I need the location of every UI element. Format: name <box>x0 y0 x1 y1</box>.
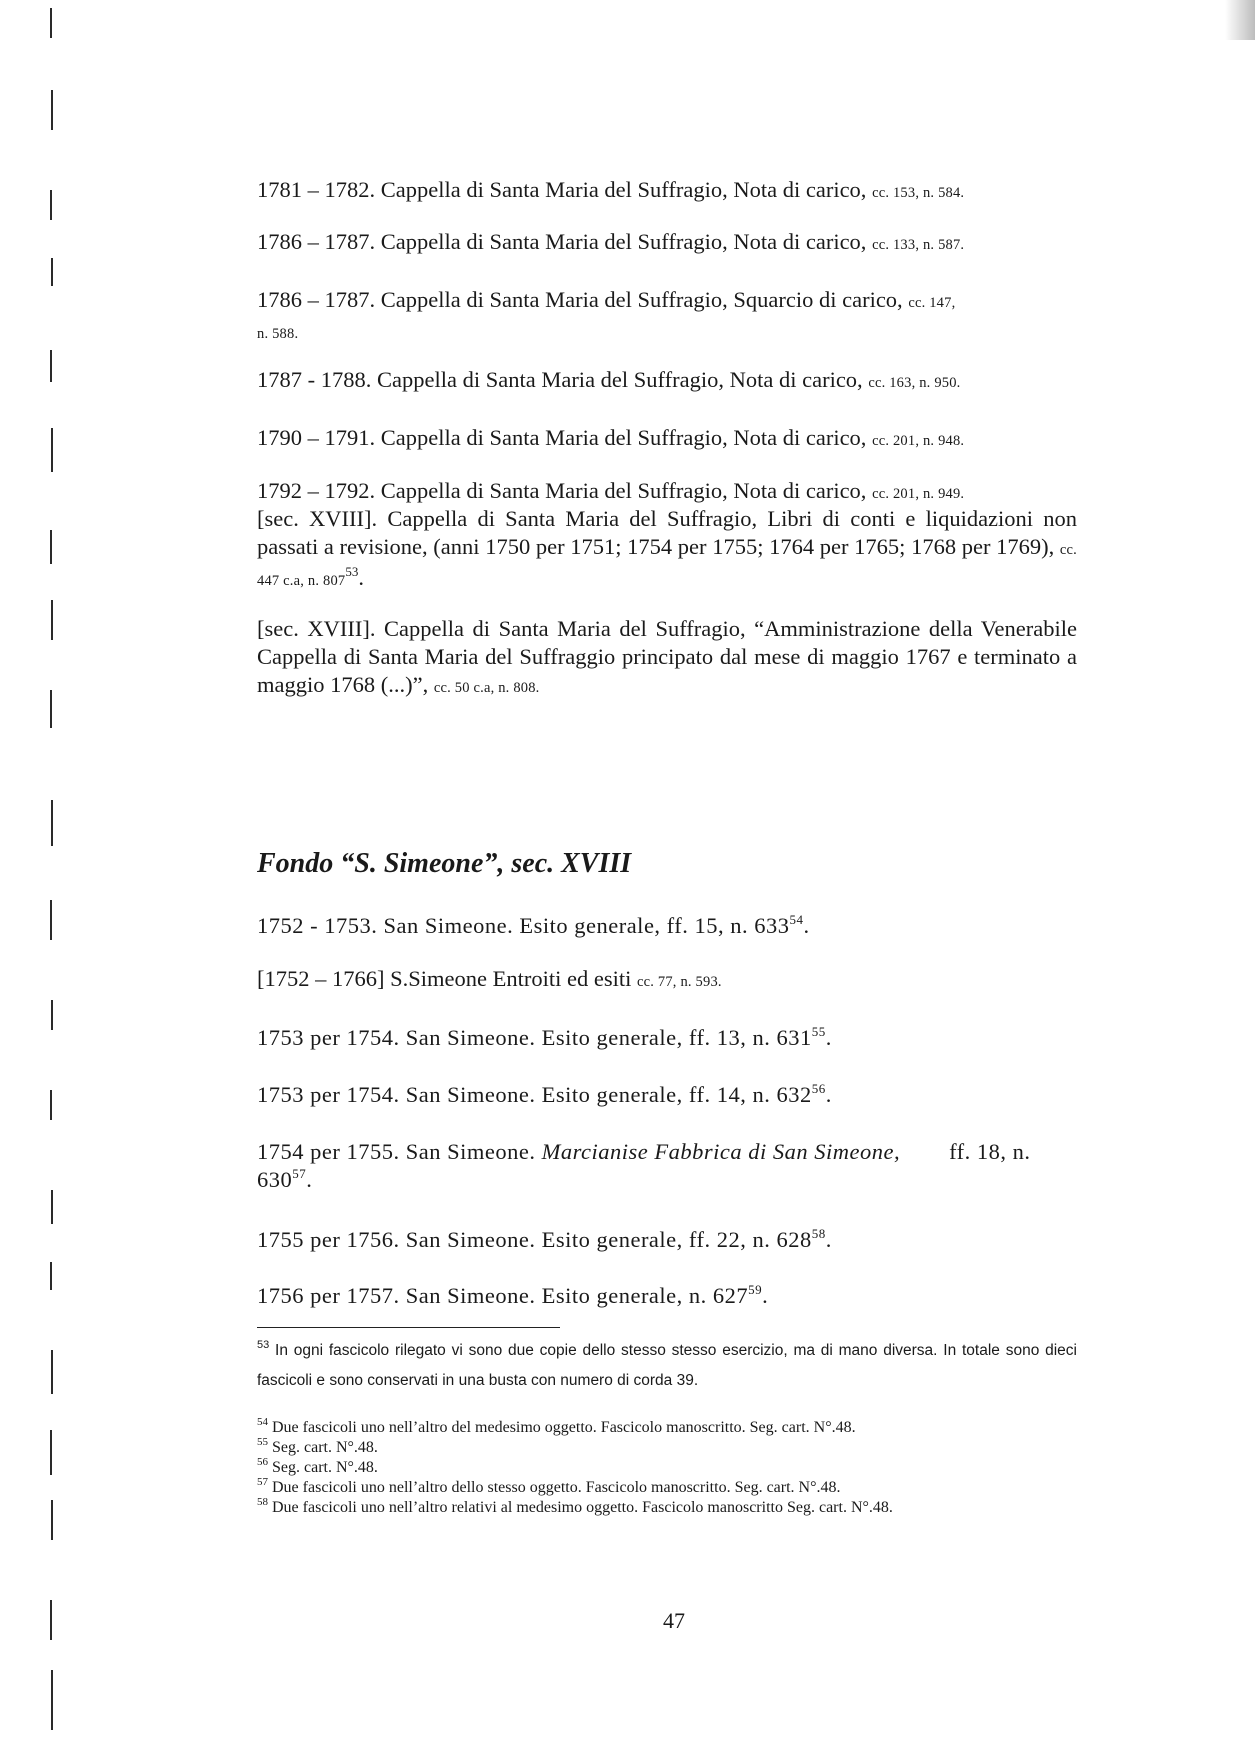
scan-corner-shadow <box>1225 0 1255 40</box>
scan-edge-mark <box>50 1090 52 1120</box>
scan-edge-mark <box>51 1500 53 1540</box>
archive-entry: 1787 - 1788. Cappella di Santa Maria del Suffragio, Nota di carico, cc. 163, n. 950. <box>257 367 961 392</box>
section-title: Fondo “S. Simeone”, sec. XVIII <box>257 848 632 879</box>
scan-edge-mark <box>50 530 52 564</box>
footnote-ref: 55 <box>811 1023 826 1039</box>
footnote-ref: 54 <box>789 911 804 927</box>
archive-entry: 1752 - 1753. San Simeone. Esito generale, ff. 15, n. $633^{54}$. <box>257 911 810 938</box>
archive-entry: 1756 per 1757. San Simeone. Esito generale, n. $627^{59}$. <box>257 1281 769 1308</box>
footnote-ref: 53 <box>345 563 359 579</box>
footnote: $^{54}$ Due fascicoli uno nell’altro del medesimo oggetto. Fascicolo manoscritto. Seg. cart. N°.48. <box>257 1415 856 1436</box>
scan-edge-mark <box>50 8 52 38</box>
scan-edge-mark <box>51 1000 53 1030</box>
footnote: $^{55}$ Seg. cart. N°.48. <box>257 1435 378 1456</box>
scan-edge-mark <box>50 690 52 728</box>
archive-entry: [sec. XVIII]. Cappella di Santa Maria del Suffragio, “Amministrazione della Venerabile Cappella di Santa Maria del Suffraggio principato dal mese di maggio 1767 e terminato a maggio 1768 (...)”, cc. 50 c.a, n. 808. <box>257 616 1077 697</box>
scan-edge-mark <box>51 258 53 286</box>
archive-entry: 1755 per 1756. San Simeone. Esito generale, ff. 22, n. $628^{58}$. <box>257 1225 832 1252</box>
scan-edge-mark <box>51 600 53 640</box>
scan-edge-mark <box>51 428 53 472</box>
scan-edge-mark <box>50 1600 52 1640</box>
archive-entry: 1786 – 1787. Cappella di Santa Maria del Suffragio, Nota di carico, cc. 133, n. 587. <box>257 229 965 254</box>
footnote: $^{58}$ Due fascicoli uno nell’altro relativi al medesimo oggetto. Fascicolo manoscritto Seg. cart. N°.48. <box>257 1495 893 1516</box>
footnote-ref: 59 <box>748 1281 763 1297</box>
footnote: $^{53}$ In ogni fascicolo rilegato vi sono due copie dello stesso stesso esercizio, ma di mano diversa. In totale sono dieci fascicoli e sono conservati in una busta con numero di corda 39. <box>257 1338 1077 1389</box>
footnote-ref: 56 <box>811 1080 826 1096</box>
scan-edge-mark <box>51 90 53 130</box>
archive-entry: 1753 per 1754. San Simeone. Esito generale, ff. 13, n. $631^{55}$. <box>257 1023 832 1050</box>
archive-entry: 1753 per 1754. San Simeone. Esito generale, ff. 14, n. $632^{56}$. <box>257 1080 832 1107</box>
archive-entry: 1790 – 1791. Cappella di Santa Maria del Suffragio, Nota di carico, cc. 201, n. 948. <box>257 425 965 450</box>
footnote-ref: 58 <box>811 1225 826 1241</box>
archive-entry: [1752 – 1766] S.Simeone Entroiti ed esiti cc. 77, n. 593. <box>257 966 722 991</box>
archive-entry: 1754 per 1755. San Simeone. Marcianise Fabbrica di San Simeone, ff. 18, n. $630^{57}$. <box>257 1139 1031 1192</box>
archive-entry: 1781 – 1782. Cappella di Santa Maria del Suffragio, Nota di carico, cc. 153, n. 584. <box>257 177 965 202</box>
footnote-ref: 57 <box>292 1165 307 1181</box>
scan-edge-mark <box>51 1190 53 1224</box>
scan-edge-mark <box>50 350 52 382</box>
footnote-separator <box>257 1327 560 1328</box>
archive-entry: 1792 – 1792. Cappella di Santa Maria del Suffragio, Nota di carico, cc. 201, n. 949. <box>257 478 965 503</box>
scan-edge-mark <box>50 190 52 220</box>
scan-edge-mark <box>50 1430 52 1475</box>
page-number: 47 <box>663 1608 685 1633</box>
scan-edge-mark <box>51 1350 53 1394</box>
archive-entry: 1786 – 1787. Cappella di Santa Maria del Suffragio, Squarcio di carico, cc. 147, n. 588. <box>257 287 956 342</box>
scan-edge-mark <box>50 1262 52 1290</box>
archive-entry: [sec. XVIII]. Cappella di Santa Maria del Suffragio, Libri di conti e liquidazioni non passati a revisione, (anni 1750 per 1751; 1754 per 1755; 1764 per 1765; 1768 per 1769), cc. 447 c.a, n. $807^{53}$. <box>257 506 1078 590</box>
scan-edge-mark <box>50 900 52 940</box>
footnote: $^{56}$ Seg. cart. N°.48. <box>257 1455 378 1476</box>
scan-edge-mark <box>51 800 53 846</box>
scan-edge-mark <box>51 1670 53 1730</box>
footnote: $^{57}$ Due fascicoli uno nell’altro dello stesso oggetto. Fascicolo manoscritto. Seg. cart. N°.48. <box>257 1475 841 1496</box>
